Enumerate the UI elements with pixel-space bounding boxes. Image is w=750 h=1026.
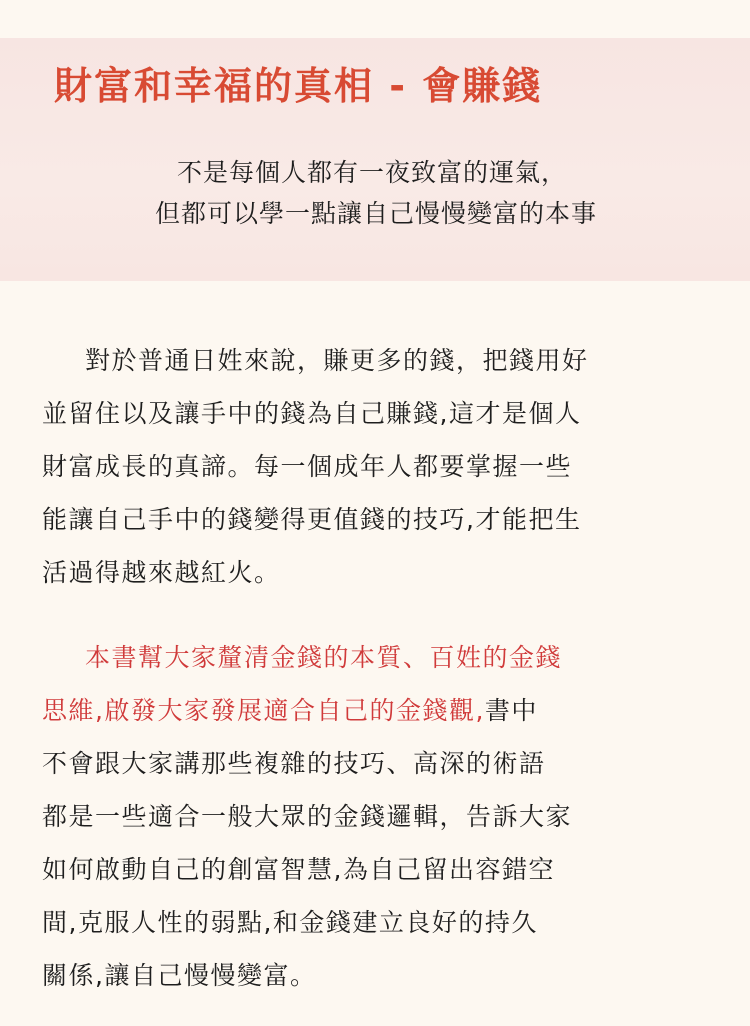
paragraph-line: 間,克服人性的弱點,和金錢建立良好的持久: [42, 908, 538, 937]
paragraph-line: 如何啟動自己的創富智慧,為自己留出容錯空: [42, 855, 555, 884]
subtitle-line-1: 不是每個人都有一夜致富的運氣，: [176, 158, 567, 187]
paragraph-line: 活過得越來越紅火。: [42, 558, 281, 587]
subtitle-line-2: 但都可以學一點讓自己慢慢變富的本事: [154, 199, 597, 228]
paragraph-line: 都是一些適合一般大眾的金錢邏輯，告訴大家: [42, 802, 573, 831]
paragraph-line: 財富成長的真諦。每一個成年人都要掌握一些: [42, 452, 573, 481]
paragraph-line: 並留住以及讓手中的錢為自己賺錢,這才是個人: [42, 399, 582, 428]
paragraph-line: 對於普通日姓來說，賺更多的錢，把錢用好: [85, 346, 589, 375]
paragraph-line: 不會跟大家講那些複雜的技巧、高深的術語: [42, 749, 546, 778]
highlighted-text: 思維,啟發大家發展適合自己的金錢觀,: [42, 696, 485, 725]
paragraph-line: 能讓自己手中的錢變得更值錢的技巧,才能把生: [42, 505, 582, 534]
paragraph-intro: [42, 340, 722, 605]
plain-text: 書中: [484, 696, 538, 725]
page-title: 財富和幸福的真相 - 會賺錢: [54, 64, 543, 108]
highlighted-line: 本書幫大家釐清金錢的本質、百姓的金錢: [85, 643, 563, 672]
paragraph-book-summary: [42, 637, 722, 1008]
paragraph-line: 關係,讓自己慢慢變富。: [42, 961, 317, 990]
paragraph-line: [42, 690, 722, 731]
